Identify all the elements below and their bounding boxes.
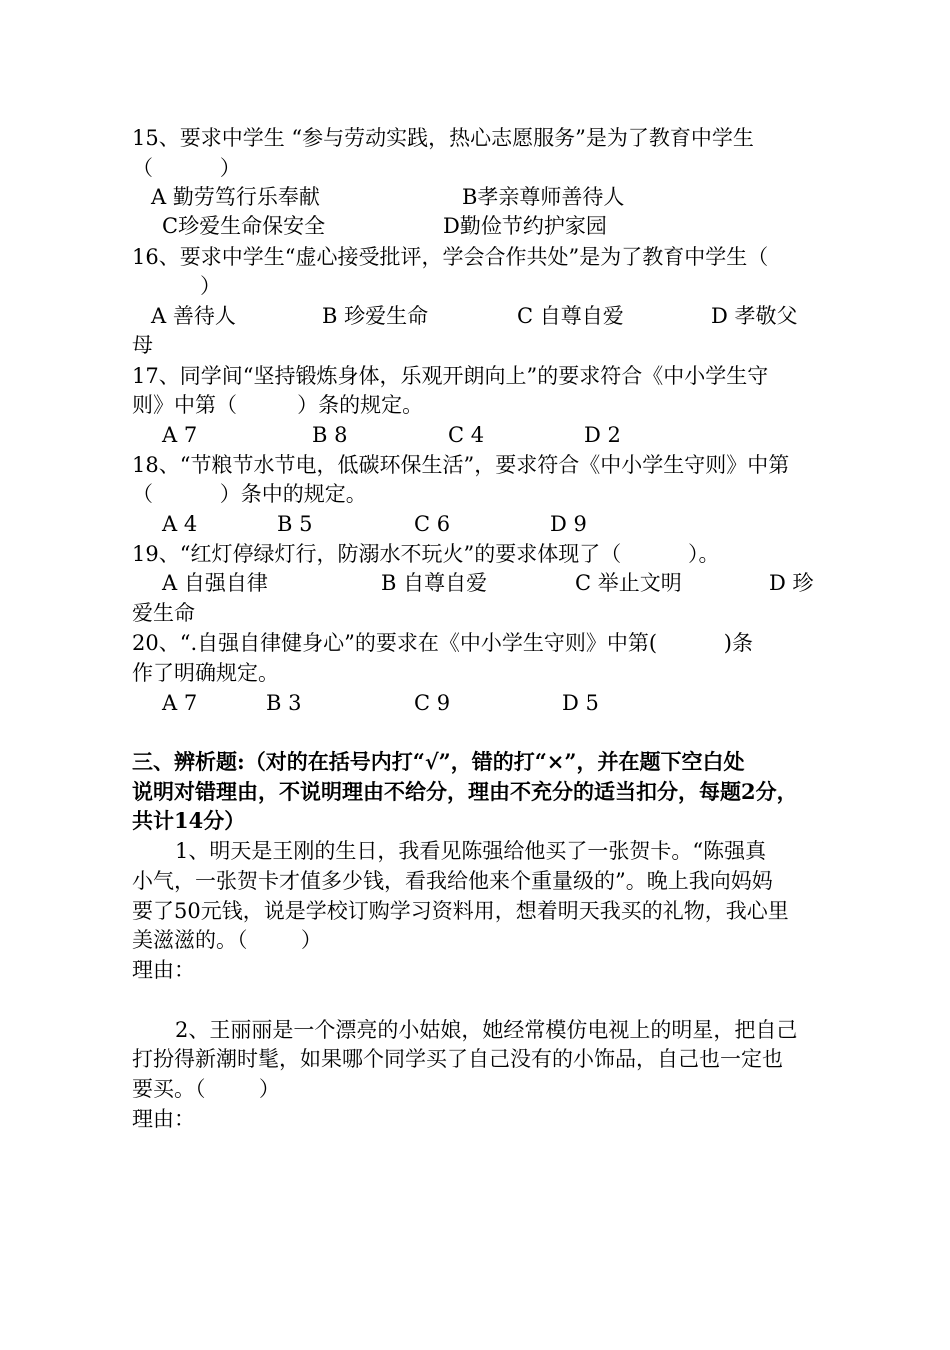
p1-reason-label: 理由： xyxy=(132,958,195,982)
q16-option-a: A 善待人 xyxy=(151,304,236,328)
q16-blank-end: ） xyxy=(200,274,221,298)
q19-stem: 19、“红灯停绿灯行，防溺水不玩火”的要求体现了（ ）。 xyxy=(132,542,720,566)
q16-option-d-cont: 母 xyxy=(132,333,153,357)
q18-option-d: D 9 xyxy=(550,512,587,536)
q17-stem: 17、同学间“坚持锻炼身体，乐观开朗向上”的要求符合《中小学生守 xyxy=(132,364,769,388)
q16-option-d: D 孝敬父 xyxy=(711,304,798,328)
section3-heading-line2: 说明对错理由，不说明理由不给分，理由不充分的适当扣分，每题2分， xyxy=(132,779,798,804)
q17-stem-cont: 则》中第（ ）条的规定。 xyxy=(132,393,424,417)
q15-option-c: C珍爱生命保安全 xyxy=(162,214,326,238)
q18-stem-cont: （ ）条中的规定。 xyxy=(132,482,367,506)
section3-heading-line1: 三、辨析题:（对的在括号内打“√”，错的打“×”，并在题下空白处 xyxy=(132,749,745,774)
p2-line2: 打扮得新潮时髦，如果哪个同学买了自己没有的小饰品，自己也一定也 xyxy=(132,1047,783,1071)
q15-stem: 15、要求中学生 “参与劳动实践，热心志愿服务”是为了教育中学生 xyxy=(132,126,754,150)
q20-option-d: D 5 xyxy=(562,691,599,715)
q18-option-b: B 5 xyxy=(277,512,313,536)
p1-line4: 美滋滋的。（ ） xyxy=(132,928,322,952)
q18-option-c: C 6 xyxy=(414,512,451,536)
p1-line2: 小气，一张贺卡才值多少钱，看我给他来个重量级的”。晚上我向妈妈 xyxy=(132,869,773,893)
q15-option-d: D勤俭节约护家园 xyxy=(443,214,607,238)
q20-option-b: B 3 xyxy=(266,691,302,715)
q19-option-c: C 举止文明 xyxy=(575,571,682,595)
q16-stem: 16、要求中学生“虚心接受批评，学会合作共处”是为了教育中学生（ xyxy=(132,245,769,269)
q16-option-c: C 自尊自爱 xyxy=(517,304,624,328)
q20-stem: 20、“.自强自律健身心”的要求在《中小学生守则》中第( )条 xyxy=(132,631,754,655)
q20-option-c: C 9 xyxy=(414,691,451,715)
q17-option-c: C 4 xyxy=(448,423,485,447)
q19-option-b: B 自尊自爱 xyxy=(381,571,488,595)
q20-option-a: A 7 xyxy=(162,691,198,715)
p2-line1: 2、王丽丽是一个漂亮的小姑娘，她经常模仿电视上的明星，把自己 xyxy=(175,1018,798,1042)
section3-heading-line3: 共计14分） xyxy=(132,808,246,833)
q20-stem-cont: 作了明确规定。 xyxy=(132,661,279,685)
q17-option-b: B 8 xyxy=(312,423,348,447)
p2-reason-label: 理由： xyxy=(132,1107,195,1131)
q19-option-a: A 自强自律 xyxy=(162,571,268,595)
p2-line3: 要买。（ ） xyxy=(132,1077,280,1101)
q15-blank: （ ） xyxy=(132,156,241,180)
p1-line1: 1、明天是王刚的生日，我看见陈强给他买了一张贺卡。“陈强真 xyxy=(175,839,767,863)
q19-option-d: D 珍 xyxy=(769,571,814,595)
p1-line3: 要了50元钱，说是学校订购学习资料用，想着明天我买的礼物，我心里 xyxy=(132,899,789,923)
q15-option-b: B孝亲尊师善待人 xyxy=(462,185,625,209)
q15-option-a: A 勤劳笃行乐奉献 xyxy=(151,185,320,209)
q18-option-a: A 4 xyxy=(162,512,198,536)
q18-stem: 18、“节粮节水节电，低碳环保生活”，要求符合《中小学生守则》中第 xyxy=(132,453,790,477)
q17-option-d: D 2 xyxy=(584,423,621,447)
q19-option-d-cont: 爱生命 xyxy=(132,601,195,625)
q16-option-b: B 珍爱生命 xyxy=(322,304,429,328)
q17-option-a: A 7 xyxy=(162,423,198,447)
